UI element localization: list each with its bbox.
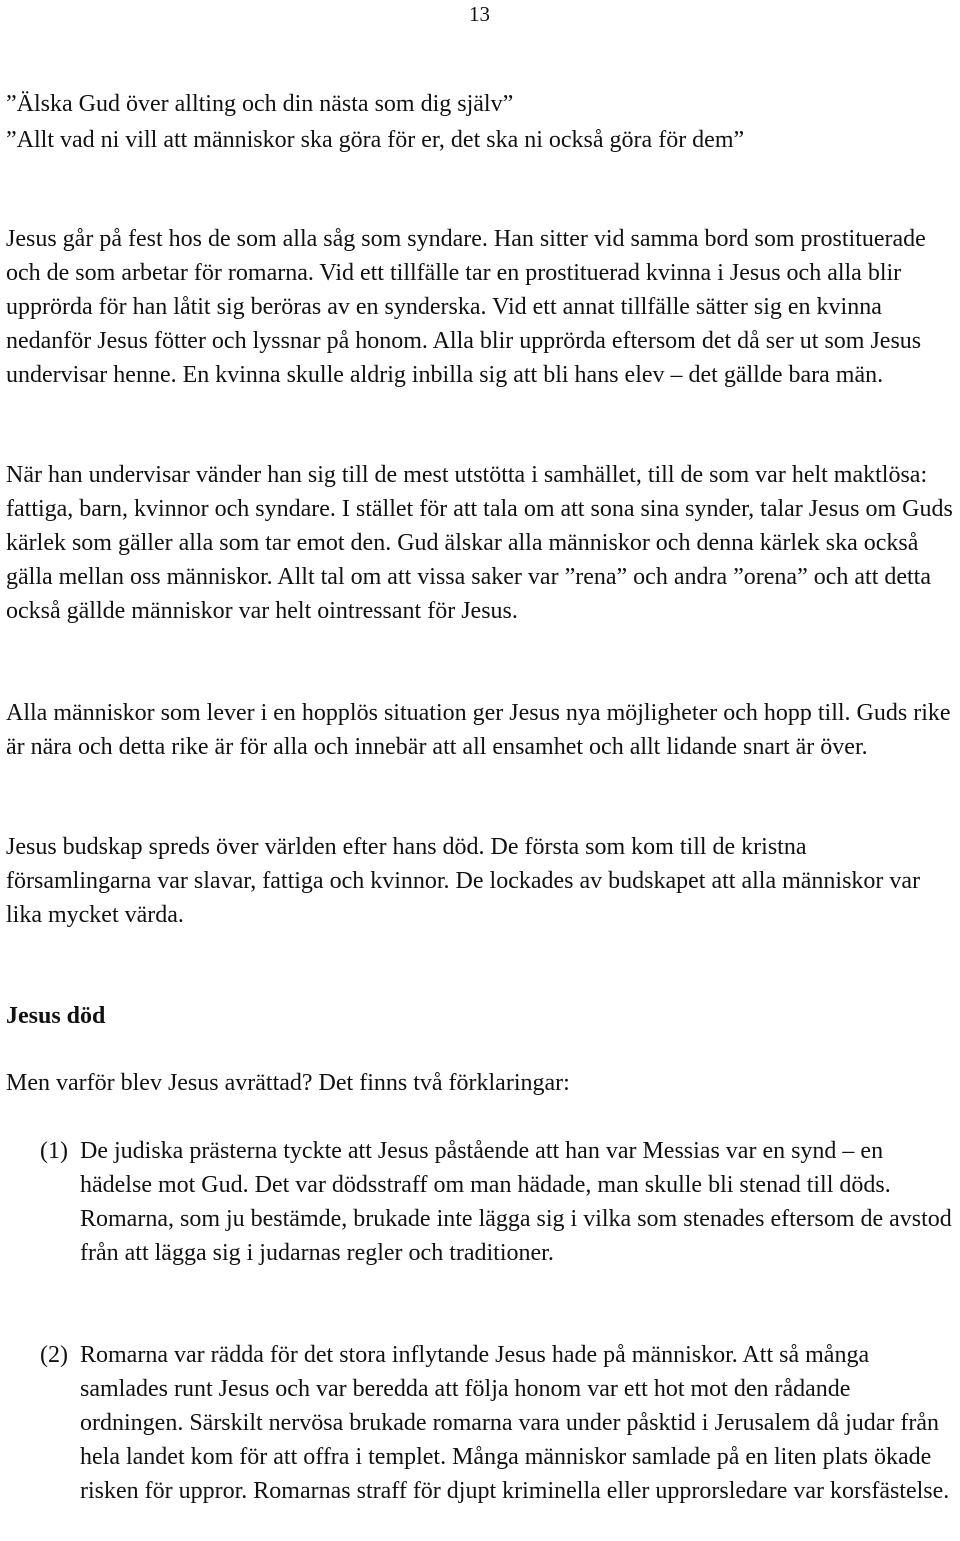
body-paragraph: Jesus går på fest hos de som alla såg som syndare. Han sitter vid samma bord som prostituerade och de som arbetar för romarna. Vid ett tillfälle tar en prostituerad kvinna i Jesus och alla blir upprörda för han låtit sig beröras av en synderska. Vid ett annat tillfälle sätter sig en kvinna nedanför Jesus fötter och lyssnar på honom. Alla blir upprörda eftersom det då ser ut som Jesus undervisar henne. En kvinna skulle aldrig inbilla sig att bli hans elev – det gällde bara män.	[6, 226, 926, 388]
body-paragraph: När han undervisar vänder han sig till de mest utstötta i samhället, till de som var helt maktlösa: fattiga, barn, kvinnor och syndare. I stället för att tala om att sona sina synder, talar Jesus om Guds kärlek som gäller alla som tar emot den. Gud älskar alla människor och denna kärlek ska också gälla mellan oss människor. Allt tal om att vissa saker var ”rena” och andra ”orena” och att detta också gällde människor var helt ointressant för Jesus.	[6, 462, 953, 624]
body-paragraph: Jesus budskap spreds över världen efter hans död. De första som kom till de kristna församlingarna var slavar, fattiga och kvinnor. De lockades av budskapet att alla människor var lika mycket värda.	[6, 834, 921, 928]
list-item-text: De judiska prästerna tyckte att Jesus påstående att han var Messias var en synd – en hädelse mot Gud. Det var dödsstraff om man hädade, man skulle bli stenad till döds. Romarna, som ju bestämde, brukade inte lägga sig i vilka som stenades eftersom de avstod från att lägga sig i judarnas regler och traditioner.	[80, 1138, 952, 1266]
body-paragraph: Alla människor som lever i en hopplös situation ger Jesus nya möjligheter och hopp till. Guds rike är nära och detta rike är för alla och innebär att all ensamhet och allt lidande snart är över.	[6, 700, 951, 760]
quote-line: ”Älska Gud över allting och din nästa som dig själv”	[6, 91, 514, 117]
list-item-number: (2)	[40, 1342, 68, 1368]
page-number: 13	[469, 2, 490, 26]
numbered-list-item	[6, 1134, 956, 1270]
quote-line: ”Allt vad ni vill att människor ska göra för er, det ska ni också göra för dem”	[6, 127, 745, 153]
list-item-text: Romarna var rädda för det stora inflytande Jesus hade på människor. Att så många samlades runt Jesus och var beredda att följa honom var ett hot mot den rådande ordningen. Särskilt nervösa brukade romarna vara under påsktid i Jerusalem då judar från hela landet kom för att offra i templet. Många människor samlade på en liten plats ökade risken för uppror. Romarnas straff för djupt kriminella eller upprorsledare var korsfästelse.	[80, 1342, 950, 1504]
numbered-list-item	[6, 1338, 956, 1508]
section-intro: Men varför blev Jesus avrättad? Det finns två förklaringar:	[6, 1070, 570, 1096]
section-heading: Jesus död	[6, 1003, 106, 1029]
quote-block	[6, 86, 956, 158]
list-item-number: (1)	[40, 1138, 68, 1164]
